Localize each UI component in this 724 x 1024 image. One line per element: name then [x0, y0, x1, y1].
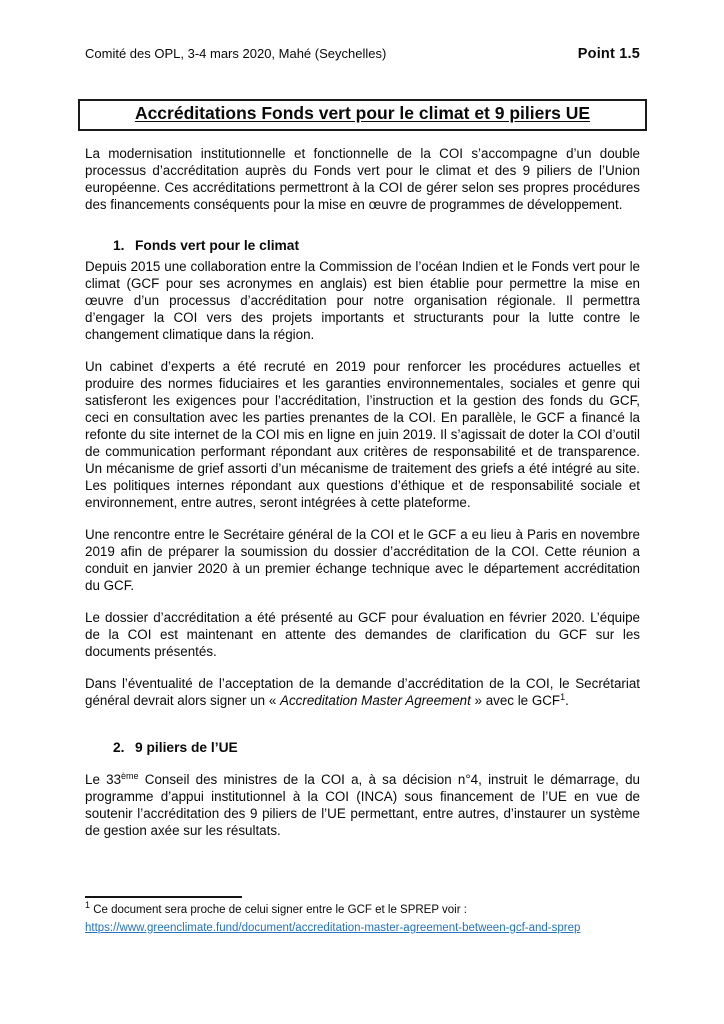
paragraph-5-text-end: . [565, 693, 569, 708]
document-title: Accréditations Fonds vert pour le climat et 9 piliers UE [134, 103, 591, 123]
paragraph-text-pre: Le 33 [85, 772, 122, 787]
section-1-title: Fonds vert pour le climat [135, 238, 300, 253]
agenda-point: Point 1.5 [577, 46, 640, 62]
footnote-separator [85, 896, 242, 898]
paragraph-text-post: Conseil des ministres de la COI a, à sa décision n°4, instruit le démarrage, du programme d’appui institutionnel à la COI (INCA) sous financement de l’UE en vue de soutenir l’accréditation des 9 piliers de l’UE permettant, entre autres, d’instaurer un système de gestion axée sur les résultats. [85, 772, 640, 838]
footnote-area [85, 896, 640, 936]
paragraph-5-text-mid: » avec le GCF [470, 693, 561, 708]
footnote-marker: 1 [85, 900, 91, 910]
section-1-paragraph-2: Un cabinet d’experts a été recruté en 2019 pour renforcer les procédures actuelles et produire des normes fiduciaires et les garanties environnementales, sociales et genre qui satisferont les exigences pour l’accréditation, l’instruction et la gestion des fonds du GCF, ceci en consultation avec les parties prenantes de la COI. En parallèle, le GCF a financé la refonte du site internet de la COI mis en ligne en juin 2019. Il s’agissait de doter la COI d’outil de communication performant répondant aux critères de responsabilité et de transparence. Un mécanisme de grief assorti d’un mécanisme de traitement des griefs a été intégré au site. Les politiques internes répondant aux questions d’éthique et de responsabilité sociale et environnement, entre autres, seront intégrées à cette plateforme. [85, 359, 640, 510]
document-title-box [78, 99, 647, 131]
section-1-paragraph-1: Depuis 2015 une collaboration entre la Commission de l’océan Indien et le Fonds vert pour le climat (GCF pour ses acronymes en anglais) est bien établie pour permettre la mise en œuvre d’un processus d’accréditation pour notre organisation régionale. Il permettra d’engager la COI vers des projets importants et structurants pour la lutte contre le changement climatique dans la région. [85, 259, 640, 342]
section-1-number: 1. [113, 238, 125, 253]
footnote-body: Ce document sera proche de celui signer entre le GCF et le SPREP voir : [90, 904, 467, 916]
footnote-reference: 1 [560, 692, 566, 702]
paragraph-5-text: Dans l’éventualité de l’acceptation de la demande d’accréditation de la COI, le Secrétariat général devrait alors signer un « [85, 676, 640, 708]
intro-paragraph: La modernisation institutionnelle et fonctionnelle de la COI s’accompagne d’un double processus d’accréditation auprès du Fonds vert pour le climat et des 9 piliers de l’Union européenne. Ces accréditations permettront à la COI de gérer selon ses propres procédures des financements conséquents pour la mise en œuvre de programmes de développement. [85, 146, 640, 212]
section-2-paragraph-1 [85, 771, 640, 839]
section-2-title: 9 piliers de l’UE [135, 740, 238, 755]
section-1-paragraph-5 [85, 675, 640, 709]
meeting-info: Comité des OPL, 3-4 mars 2020, Mahé (Seychelles) [85, 46, 387, 61]
footnote-text [85, 900, 640, 918]
section-1-paragraph-4: Le dossier d’accréditation a été présenté au GCF pour évaluation en février 2020. L’équipe de la COI est maintenant en attente des demandes de clarification du GCF sur les documents présentés. [85, 610, 640, 659]
section-2-number: 2. [113, 740, 125, 755]
footnote-link[interactable]: https://www.greenclimate.fund/document/accreditation-master-agreement-between-gcf-and-sprep [85, 922, 581, 934]
section-1-paragraph-3: Une rencontre entre le Secrétaire général de la COI et le GCF a eu lieu à Paris en novembre 2019 afin de préparer la soumission du dossier d’accréditation de la COI. Cette réunion a conduit en janvier 2020 à un premier échange technique avec le département accréditation du GCF. [85, 527, 640, 593]
section-1-heading [85, 237, 640, 254]
document-header [85, 45, 640, 63]
section-2-heading [85, 739, 640, 756]
agreement-name: Accreditation Master Agreement [280, 693, 471, 708]
ordinal-superscript: ème [121, 771, 139, 781]
document-body [85, 145, 640, 839]
